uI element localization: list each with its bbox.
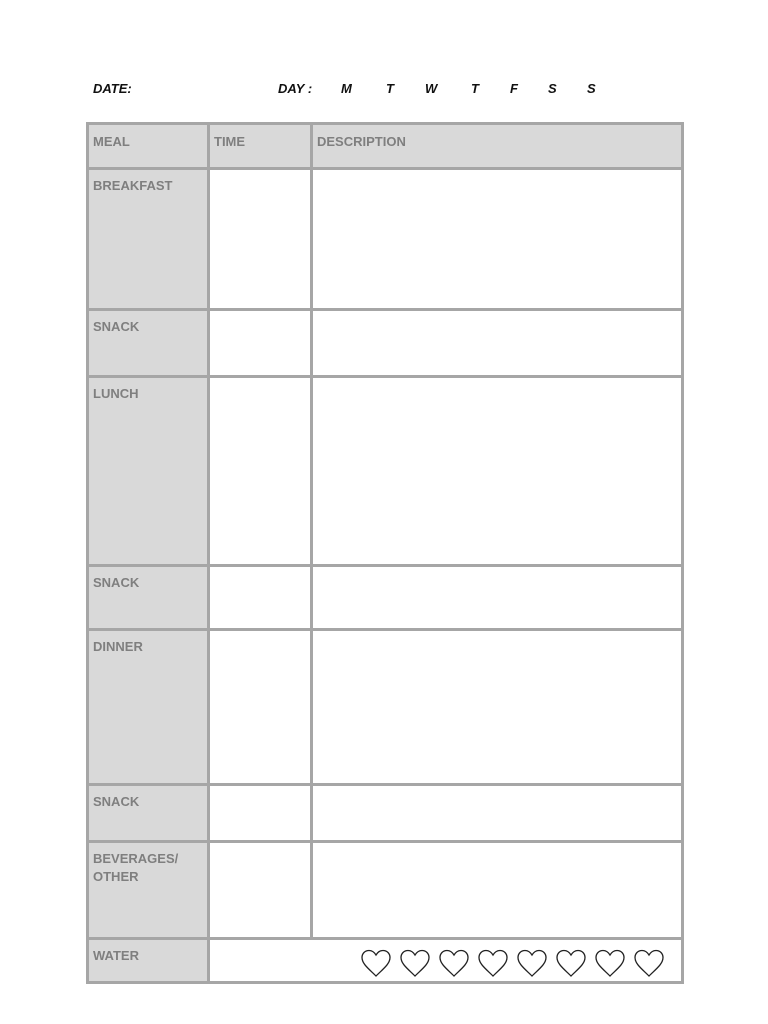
- table-row-dinner: [89, 631, 681, 783]
- meal-cell: [89, 786, 207, 840]
- time-cell-dinner[interactable]: [207, 631, 310, 783]
- time-cell-breakfast[interactable]: [207, 170, 310, 308]
- meal-label-water: WATER: [93, 948, 139, 963]
- meal-label-snack-3: SNACK: [93, 794, 140, 809]
- table-row-snack-2: [89, 567, 681, 628]
- time-cell-snack-2[interactable]: [207, 567, 310, 628]
- meal-cell: [89, 843, 207, 937]
- day-sunday[interactable]: S: [587, 81, 596, 96]
- meal-label-beverages: BEVERAGES/ OTHER: [93, 851, 179, 884]
- table-row-snack-1: [89, 311, 681, 375]
- heart-icon[interactable]: [477, 948, 509, 978]
- day-monday[interactable]: M: [341, 81, 352, 96]
- day-thursday[interactable]: T: [471, 81, 479, 96]
- header-cell-meal: [89, 125, 207, 167]
- description-cell-beverages[interactable]: [310, 843, 681, 937]
- description-cell-snack-3[interactable]: [310, 786, 681, 840]
- description-cell-snack-1[interactable]: [310, 311, 681, 375]
- heart-icon[interactable]: [555, 948, 587, 978]
- description-cell-snack-2[interactable]: [310, 567, 681, 628]
- time-cell-snack-1[interactable]: [207, 311, 310, 375]
- table-row-snack-3: [89, 786, 681, 840]
- meal-cell: [89, 170, 207, 308]
- date-label: DATE:: [93, 81, 132, 96]
- day-saturday[interactable]: S: [548, 81, 557, 96]
- meal-cell: [89, 311, 207, 375]
- time-cell-lunch[interactable]: [207, 378, 310, 564]
- heart-icon[interactable]: [516, 948, 548, 978]
- day-wednesday[interactable]: W: [425, 81, 438, 96]
- meal-label-dinner: DINNER: [93, 639, 143, 654]
- column-header-description: DESCRIPTION: [317, 134, 406, 149]
- heart-icon[interactable]: [360, 948, 392, 978]
- header-cell-time: [207, 125, 310, 167]
- table-row-breakfast: [89, 170, 681, 308]
- water-tracker-cell: [207, 940, 681, 981]
- day-friday[interactable]: F: [510, 81, 518, 96]
- header: [0, 80, 768, 100]
- table-row-water: [89, 940, 681, 981]
- time-cell-snack-3[interactable]: [207, 786, 310, 840]
- meal-cell: [89, 631, 207, 783]
- heart-icon[interactable]: [594, 948, 626, 978]
- table-header-row: [89, 125, 681, 167]
- meal-planner-table: [86, 122, 684, 984]
- meal-cell: [89, 940, 207, 981]
- column-header-time: TIME: [214, 134, 246, 149]
- description-cell-lunch[interactable]: [310, 378, 681, 564]
- table-row-beverages: [89, 843, 681, 937]
- description-cell-dinner[interactable]: [310, 631, 681, 783]
- meal-label-snack-1: SNACK: [93, 319, 140, 334]
- header-cell-description: [310, 125, 681, 167]
- column-header-meal: MEAL: [93, 134, 130, 149]
- meal-cell: [89, 378, 207, 564]
- meal-label-snack-2: SNACK: [93, 575, 140, 590]
- description-cell-breakfast[interactable]: [310, 170, 681, 308]
- table-row-lunch: [89, 378, 681, 564]
- meal-cell: [89, 567, 207, 628]
- heart-icon[interactable]: [438, 948, 470, 978]
- day-tuesday[interactable]: T: [386, 81, 394, 96]
- heart-icon[interactable]: [633, 948, 665, 978]
- time-cell-beverages[interactable]: [207, 843, 310, 937]
- day-label: DAY :: [278, 81, 313, 96]
- heart-icon[interactable]: [399, 948, 431, 978]
- meal-label-lunch: LUNCH: [93, 386, 139, 401]
- meal-label-breakfast: BREAKFAST: [93, 178, 173, 193]
